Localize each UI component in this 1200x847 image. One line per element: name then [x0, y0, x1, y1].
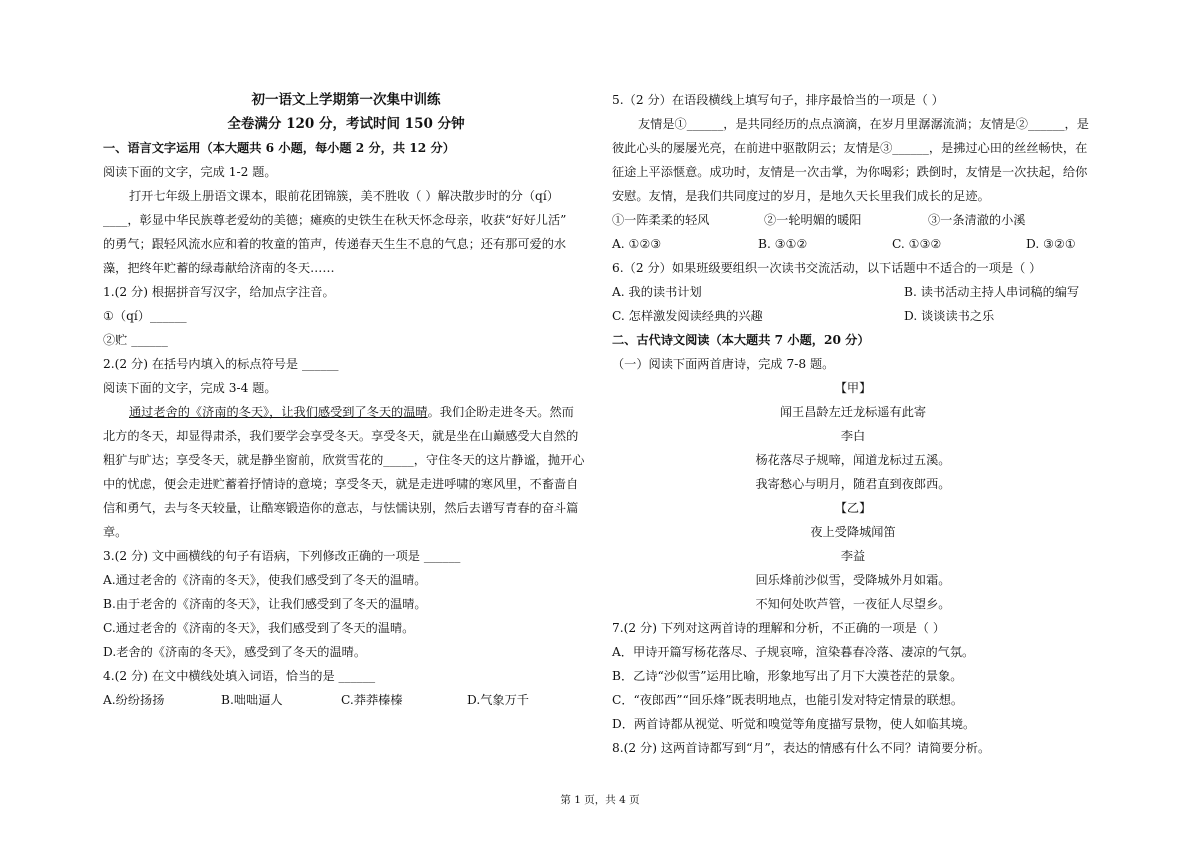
instruction: 阅读下面的文字，完成 3-4 题。 — [103, 381, 277, 395]
option: B.咄咄逼人 — [221, 693, 283, 707]
passage-line: 友情是①______，是共同经历的点点滴滴，在岁月里潺潺流淌；友情是②______，是 — [638, 117, 1089, 131]
question: 7.(2 分) 下列对这两首诗的理解和分析，不正确的一项是（ ） — [612, 621, 946, 635]
poem-label: 【甲】 — [834, 381, 872, 395]
question: 4.(2 分) 在文中横线处填入词语，恰当的是 ______ — [103, 669, 376, 683]
page-number: 第 1 页，共 4 页 — [560, 794, 640, 806]
passage-line: 章。 — [103, 525, 128, 539]
poem-author: 李益 — [840, 549, 866, 563]
passage-line: 安慰。友情，是我们共同度过的岁月，是地久天长里我们成长的足迹。 — [612, 189, 990, 203]
instruction: 阅读下面的文字，完成 1-2 题。 — [103, 165, 277, 179]
left-column — [103, 88, 589, 712]
passage-line: ____，彰显中华民族尊老爱幼的美德；瘫痪的史铁生在秋天怀念母亲，收获“好好儿活” — [103, 213, 567, 227]
exam-title: 初一语文上学期第一次集中训练 — [251, 92, 441, 108]
poem-label: 【乙】 — [834, 501, 872, 515]
poem-line: 杨花落尽子规啼，闻道龙标过五溪。 — [755, 453, 951, 467]
passage-line: 北方的冬天，却显得肃杀，我们要学会享受冬天。享受冬天，就是坐在山巅感受大自然的 — [103, 429, 579, 443]
passage-line: 打开七年级上册语文课本，眼前花团锦簇，美不胜收（ ）解决散步时的分（qí） — [129, 189, 559, 203]
option: D. 谈谈读书之乐 — [904, 309, 995, 323]
section-heading: 二、古代诗文阅读（本大题共 7 小题，20 分） — [612, 333, 870, 347]
option: C.莽莽榛榛 — [341, 693, 403, 707]
section-heading: 一、语言文字运用（本大题共 6 小题，每小题 2 分，共 12 分） — [103, 141, 455, 155]
options-row — [103, 688, 589, 712]
option: A. ①②③ — [612, 237, 662, 251]
option: A. 我的读书计划 — [612, 285, 702, 299]
poem-line: 我寄愁心与明月，随君直到夜郎西。 — [755, 477, 951, 491]
sentence-choices — [612, 208, 1094, 232]
sentence-choice: ①一阵柔柔的轻风 — [612, 213, 710, 227]
passage-line: 藻，把终年贮蓄的绿毒献给济南的冬天…… — [103, 261, 335, 275]
option: A.纷纷扬扬 — [103, 693, 165, 707]
answer-blank: ①（qí）______ — [103, 309, 187, 323]
poem-line: 不知何处吹芦管，一夜征人尽望乡。 — [755, 597, 951, 611]
option: D.气象万千 — [467, 693, 529, 707]
option: C. ①③② — [892, 237, 942, 251]
question: 1.(2 分) 根据拼音写汉字，给加点字注音。 — [103, 285, 335, 299]
question: 6.（2 分）如果班级要组织一次读书交流活动，以下话题中不适合的一项是（ ） — [612, 261, 1042, 275]
passage-line: 彼此心头的屡屡光亮，在前进中驱散阴云；友情是③______，是拂过心田的丝丝畅快，在 — [612, 141, 1088, 155]
option: C. 怎样激发阅读经典的兴趣 — [612, 309, 763, 323]
option: D．两首诗都从视觉、听觉和嗅觉等角度描写景物，使人如临其境。 — [612, 717, 976, 731]
option: A.通过老舍的《济南的冬天》，使我们感受到了冬天的温晴。 — [103, 573, 427, 587]
poem-title: 夜上受降城闻笛 — [810, 525, 896, 539]
poem-author: 李白 — [840, 429, 866, 443]
question: 2.(2 分) 在括号内填入的标点符号是 ______ — [103, 357, 339, 371]
question: 8.(2 分) 这两首诗都写到“月”，表达的情感有什么不同？请简要分析。 — [612, 741, 991, 755]
option: A．甲诗开篇写杨花落尽、子规哀啼，渲染暮春冷落、凄凉的气氛。 — [612, 645, 975, 659]
question: 3.(2 分) 文中画横线的句子有语病，下列修改正确的一项是 ______ — [103, 549, 461, 563]
sentence-choice: ③一条清澈的小溪 — [928, 213, 1026, 227]
option: C.通过老舍的《济南的冬天》，我们感受到了冬天的温晴。 — [103, 621, 415, 635]
right-column — [612, 88, 1094, 760]
options-row — [612, 304, 1094, 328]
option: C．“夜郎西”“回乐烽”既表明地点，也能引发对特定情景的联想。 — [612, 693, 964, 707]
option: D. ③②① — [1026, 237, 1076, 251]
option: B. ③①② — [758, 237, 808, 251]
passage-line: 的勇气；跟轻风流水应和着的牧童的笛声，传递春天生生不息的气息；还有那可爱的水 — [103, 237, 567, 251]
options-row — [612, 232, 1094, 256]
instruction: （一）阅读下面两首唐诗，完成 7-8 题。 — [612, 357, 835, 371]
option: D.老舍的《济南的冬天》，感受到了冬天的温晴。 — [103, 645, 367, 659]
passage-line — [103, 400, 589, 424]
options-row — [612, 280, 1094, 304]
poem-title: 闻王昌龄左迁龙标遥有此寄 — [779, 405, 927, 419]
poem-line: 回乐烽前沙似雪，受降城外月如霜。 — [755, 573, 951, 587]
sentence-choice: ②一轮明媚的暖阳 — [764, 213, 862, 227]
passage-line: 中的忧虑，便会走进贮蓄着抒情诗的意境；享受冬天，就是走进呼啸的寒风里，不畜啬自 — [103, 477, 579, 491]
option: B. 读书活动主持人串词稿的编写 — [904, 285, 1080, 299]
option: B．乙诗“沙似雪”运用比喻，形象地写出了月下大漠苍茫的景象。 — [612, 669, 963, 683]
passage-line: 粗犷与旷达；享受冬天，就是静坐窗前，欣赏雪花的_____，守住冬天的这片静谧，抛开心 — [103, 453, 585, 467]
question: 5.（2 分）在语段横线上填写句子，排序最恰当的一项是（ ） — [612, 93, 944, 107]
option: B.由于老舍的《济南的冬天》，让我们感受到了冬天的温晴。 — [103, 597, 427, 611]
underlined-sentence: 通过老舍的《济南的冬天》，让我们感受到了冬天的温晴 — [129, 405, 428, 419]
passage-line: 征途上平添惬意。成功时，友情是一次击掌，为你喝彩；跌倒时，友情是一次扶起，给你 — [612, 165, 1088, 179]
passage-text: 。我们企盼走进冬天。然而 — [427, 405, 574, 419]
exam-subtitle: 全卷满分 120 分，考试时间 150 分钟 — [227, 116, 465, 132]
passage-line: 信和勇气，去与冬天较量，让酷寒锻造你的意志，与怯懦诀别，然后去谱写青春的奋斗篇 — [103, 501, 579, 515]
answer-blank: ②贮 ______ — [103, 333, 168, 347]
